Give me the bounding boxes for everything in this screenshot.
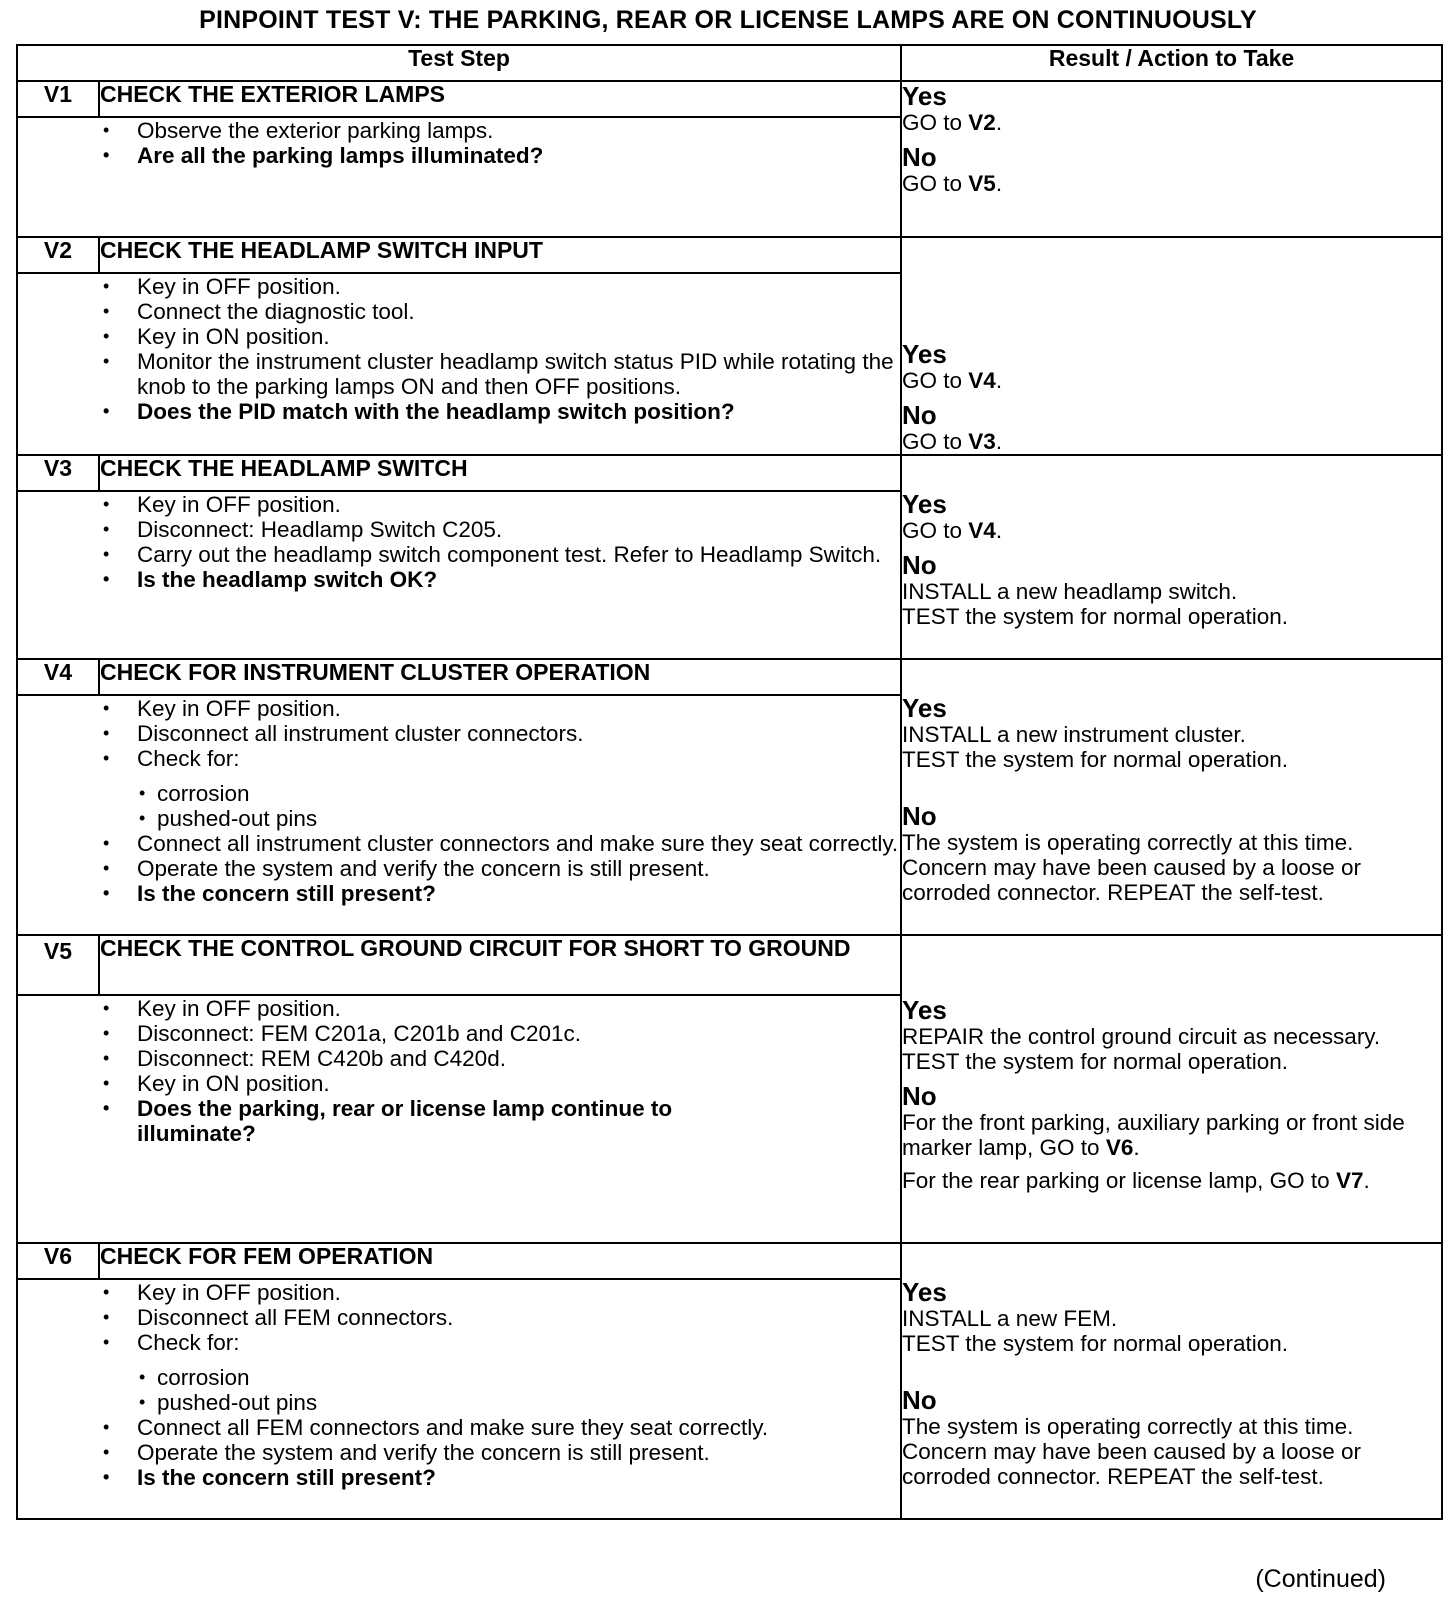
- step-instructions: [99, 996, 900, 1146]
- step-reference: V4: [968, 368, 996, 393]
- result-yes-label: Yes: [902, 81, 947, 111]
- instruction-item: • Monitor the instrument cluster headlamp switch status PID while rotating the knob to the parking lamps ON and then OFF positions.: [99, 349, 900, 399]
- step-reference: V2: [968, 110, 996, 135]
- step-question: • Are all the parking lamps illuminated?: [99, 143, 900, 168]
- pinpoint-test-table: [16, 44, 1443, 1520]
- step-id: V5: [17, 935, 99, 995]
- result-no-label: No: [902, 801, 937, 831]
- instruction-item: • Check for:: [99, 1330, 900, 1355]
- step-instructions: [99, 492, 900, 592]
- step-title: CHECK THE HEADLAMP SWITCH: [99, 455, 901, 491]
- instruction-item: • Key in OFF position.: [99, 1280, 900, 1305]
- result-no-label: No: [902, 1385, 937, 1415]
- step-body: [99, 995, 901, 1243]
- check-item: • pushed-out pins: [99, 1390, 900, 1415]
- result-yes-label: Yes: [902, 693, 947, 723]
- result-no-label: No: [902, 142, 937, 172]
- step-title: CHECK THE CONTROL GROUND CIRCUIT FOR SHORT TO GROUND: [99, 935, 901, 995]
- result-no-action-line2: TEST the system for normal operation.: [902, 604, 1289, 629]
- instruction-item: • Disconnect all instrument cluster connectors.: [99, 721, 900, 746]
- instruction-item: • Operate the system and verify the concern is still present.: [99, 1440, 900, 1465]
- step-body: [99, 1279, 901, 1519]
- result-no-action-front: For the front parking, auxiliary parking or front side marker lamp, GO to V6.: [902, 1110, 1405, 1160]
- step-reference: V7: [1335, 1168, 1364, 1193]
- step-instructions-continued: [99, 831, 900, 906]
- instruction-item: • Check for:: [99, 746, 900, 771]
- header-test-step: Test Step: [17, 45, 901, 81]
- table-header-row: [17, 45, 1442, 81]
- step-instructions: [99, 274, 900, 424]
- step-title: CHECK THE HEADLAMP SWITCH INPUT: [99, 237, 901, 273]
- step-title: CHECK THE EXTERIOR LAMPS: [99, 81, 901, 117]
- step-v3-result: [901, 455, 1442, 659]
- result-no-label: No: [902, 400, 937, 430]
- step-question: • Does the parking, rear or license lamp continue to illuminate?: [99, 1096, 900, 1146]
- instruction-item: • Disconnect: Headlamp Switch C205.: [99, 517, 900, 542]
- result-yes-action: GO to V4.: [902, 518, 1003, 543]
- result-no-action: GO to V5.: [902, 171, 1003, 196]
- result-no-label: No: [902, 1081, 937, 1111]
- step-v3-title-row: [17, 455, 1442, 491]
- result-yes-action: GO to V4.: [902, 368, 1003, 393]
- step-v1-result: [901, 81, 1442, 237]
- instruction-item: • Key in OFF position.: [99, 492, 900, 517]
- result-no-action: The system is operating correctly at this time. Concern may have been caused by a loose or corroded connector. REPEAT the self-test.: [902, 830, 1362, 905]
- result-no-action-rear: For the rear parking or license lamp, GO to V7.: [902, 1168, 1370, 1193]
- step-v4-title-row: [17, 659, 1442, 695]
- step-v2-result: [901, 237, 1442, 455]
- step-instructions: [99, 696, 900, 771]
- step-v6-title-row: [17, 1243, 1442, 1279]
- instruction-item: • Key in OFF position.: [99, 274, 900, 299]
- step-reference: V5: [968, 171, 996, 196]
- instruction-item: • Disconnect all FEM connectors.: [99, 1305, 900, 1330]
- instruction-item: • Disconnect: FEM C201a, C201b and C201c.: [99, 1021, 900, 1046]
- step-instructions: [99, 118, 900, 168]
- check-for-list: [99, 781, 900, 831]
- step-reference: V4: [968, 518, 996, 543]
- step-v5-title-row: [17, 935, 1442, 995]
- continued-label: (Continued): [1255, 1565, 1386, 1593]
- check-for-list: [99, 1365, 900, 1415]
- step-v4-result: [901, 659, 1442, 935]
- result-yes-action-line1: INSTALL a new FEM.: [902, 1306, 1118, 1331]
- result-yes-action-line1: INSTALL a new instrument cluster.: [902, 722, 1246, 747]
- instruction-item: • Operate the system and verify the concern is still present.: [99, 856, 900, 881]
- page-title: PINPOINT TEST V: THE PARKING, REAR OR LICENSE LAMPS ARE ON CONTINUOUSLY: [199, 6, 1257, 34]
- header-result-action: Result / Action to Take: [901, 45, 1442, 81]
- check-item: • corrosion: [99, 781, 900, 806]
- step-body: [99, 273, 901, 455]
- check-item: • pushed-out pins: [99, 806, 900, 831]
- step-title: CHECK FOR INSTRUMENT CLUSTER OPERATION: [99, 659, 901, 695]
- step-question: • Is the concern still present?: [99, 1465, 900, 1490]
- instruction-item: • Carry out the headlamp switch component test. Refer to Headlamp Switch.: [99, 542, 900, 567]
- result-no-action: The system is operating correctly at this time. Concern may have been caused by a loose or corroded connector. REPEAT the self-test.: [902, 1414, 1362, 1489]
- step-v6-result: [901, 1243, 1442, 1519]
- step-body: [99, 695, 901, 935]
- result-no-action: GO to V3.: [902, 429, 1003, 454]
- instruction-item: • Connect the diagnostic tool.: [99, 299, 900, 324]
- result-yes-action-line2: TEST the system for normal operation.: [902, 747, 1289, 772]
- step-body: [99, 491, 901, 659]
- step-id: V1: [17, 81, 99, 117]
- result-yes-label: Yes: [902, 1277, 947, 1307]
- step-reference: V3: [968, 429, 996, 454]
- instruction-item: • Key in OFF position.: [99, 696, 900, 721]
- step-instructions-continued: [99, 1415, 900, 1490]
- result-yes-label: Yes: [902, 489, 947, 519]
- step-v1-title-row: [17, 81, 1442, 117]
- step-id: V3: [17, 455, 99, 491]
- instruction-item: • Connect all instrument cluster connectors and make sure they seat correctly.: [99, 831, 900, 856]
- step-v5-result: [901, 935, 1442, 1243]
- step-id: V6: [17, 1243, 99, 1279]
- instruction-item: • Connect all FEM connectors and make sure they seat correctly.: [99, 1415, 900, 1440]
- result-yes-label: Yes: [902, 339, 947, 369]
- step-instructions: [99, 1280, 900, 1355]
- instruction-item: • Disconnect: REM C420b and C420d.: [99, 1046, 900, 1071]
- result-yes-action: GO to V2.: [902, 110, 1003, 135]
- result-yes-action: REPAIR the control ground circuit as necessary. TEST the system for normal operation.: [902, 1024, 1381, 1074]
- result-yes-action-line2: TEST the system for normal operation.: [902, 1331, 1289, 1356]
- step-question: • Is the headlamp switch OK?: [99, 567, 900, 592]
- step-body: [99, 117, 901, 237]
- result-no-label: No: [902, 550, 937, 580]
- step-question: • Is the concern still present?: [99, 881, 900, 906]
- instruction-item: • Key in ON position.: [99, 324, 900, 349]
- result-no-action-line1: INSTALL a new headlamp switch.: [902, 579, 1238, 604]
- step-id: V4: [17, 659, 99, 695]
- check-item: • corrosion: [99, 1365, 900, 1390]
- step-v2-title-row: [17, 237, 1442, 273]
- instruction-item: • Observe the exterior parking lamps.: [99, 118, 900, 143]
- step-id: V2: [17, 237, 99, 273]
- step-question: • Does the PID match with the headlamp switch position?: [99, 399, 900, 424]
- step-reference: V6: [1105, 1135, 1134, 1160]
- result-yes-label: Yes: [902, 995, 947, 1025]
- instruction-item: • Key in ON position.: [99, 1071, 900, 1096]
- instruction-item: • Key in OFF position.: [99, 996, 900, 1021]
- step-title: CHECK FOR FEM OPERATION: [99, 1243, 901, 1279]
